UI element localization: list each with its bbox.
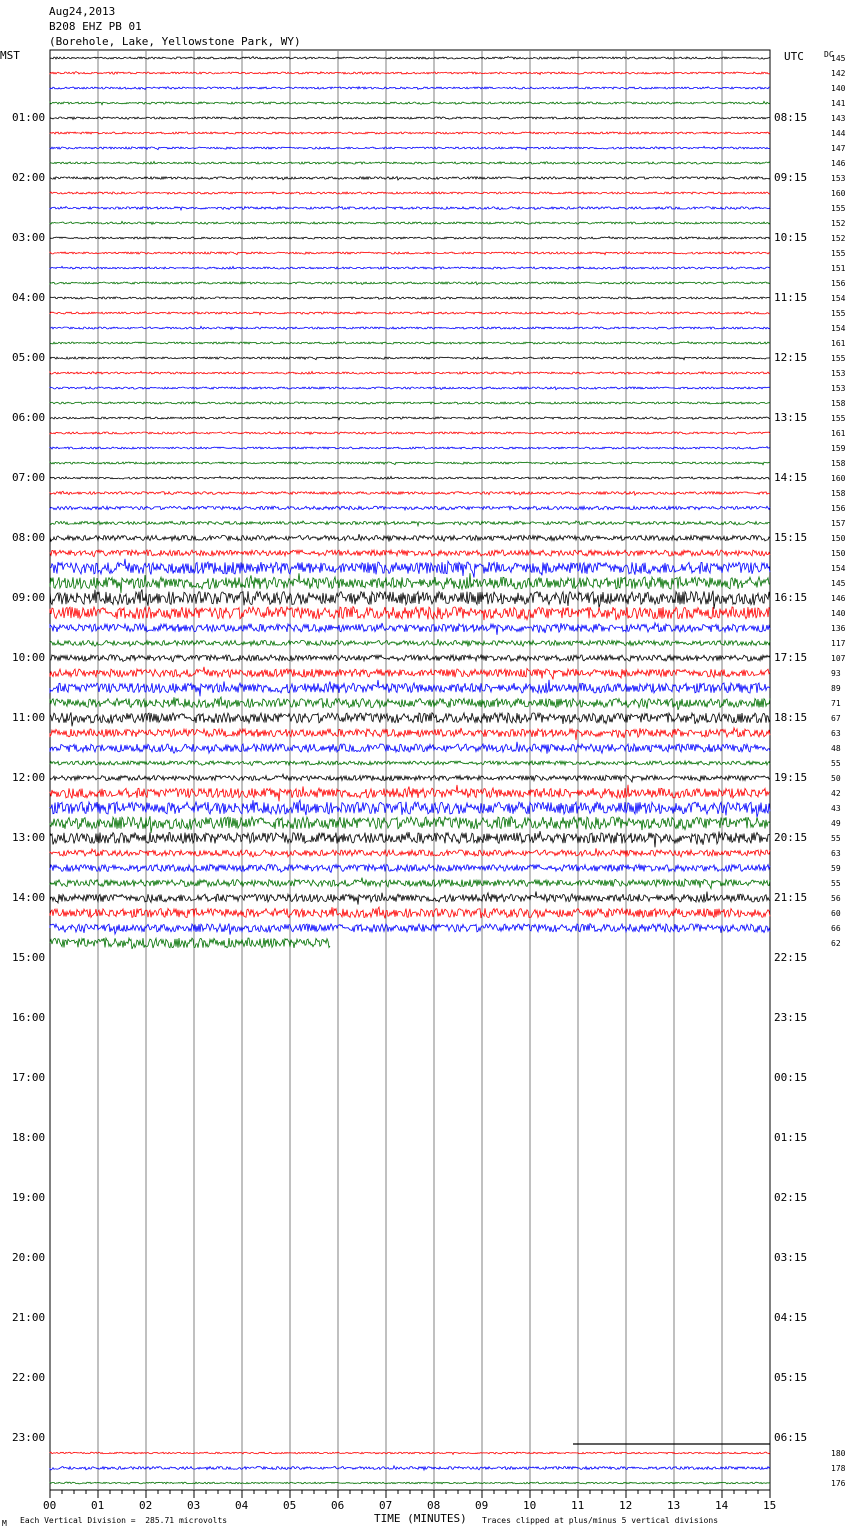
dc-offset-label: 117 [831,639,846,648]
left-hour-label: 20:00 [12,1251,46,1264]
clip-note: Traces clipped at plus/minus 5 vertical divisions [482,1516,719,1525]
dc-offset-label: 145 [831,54,846,63]
dc-offset-label: 150 [831,549,846,558]
seismic-trace-58 [50,924,770,935]
seismic-trace-53 [50,848,770,857]
left-hour-label: 06:00 [12,411,46,424]
right-timezone-label: UTC [784,50,804,63]
dc-offset-label: 158 [831,399,846,408]
seismic-trace-28 [50,476,770,479]
seismic-trace-30 [50,506,770,510]
dc-offset-label: 142 [831,69,846,78]
dc-offset-label: 144 [831,129,846,138]
right-hour-label: 08:15 [774,111,808,124]
x-tick-label: 02 [139,1499,153,1512]
left-hour-label: 21:00 [12,1311,46,1324]
dc-offset-label: 55 [831,834,841,843]
seismic-trace-55 [50,878,770,889]
seismic-trace-8 [50,177,770,180]
seismic-trace-11 [50,221,770,224]
seismic-trace-27 [50,462,770,465]
dc-offset-label: 155 [831,414,846,423]
dc-offset-label-late: 178 [831,1464,846,1473]
seismic-trace-43 [50,697,770,710]
dc-offset-label: 89 [831,684,841,693]
left-hour-label: 07:00 [12,471,46,484]
seismic-trace-25 [50,431,770,434]
dc-offset-label: 66 [831,924,841,933]
seismic-trace-9 [50,192,770,194]
right-hour-label: 22:15 [774,951,808,964]
seismic-trace-52 [50,831,770,847]
dc-offset-label: 155 [831,354,846,363]
right-hour-label: 10:15 [774,231,808,244]
seismic-trace-41 [50,667,770,680]
seismic-trace-50 [50,800,770,817]
x-tick-label: 12 [619,1499,633,1512]
x-tick-label: 00 [43,1499,57,1512]
dc-offset-label: 154 [831,294,846,303]
dc-offset-label: 48 [831,744,841,753]
right-hour-label: 11:15 [774,291,808,304]
dc-offset-label: 43 [831,804,841,813]
left-hour-label: 18:00 [12,1131,46,1144]
left-hour-label: 09:00 [12,591,46,604]
seismic-trace-late-1 [50,1466,770,1470]
seismic-trace-1 [50,72,770,75]
dc-offset-label: 56 [831,894,841,903]
dc-offset-label: 141 [831,99,846,108]
dc-offset-label: 136 [831,624,846,633]
dc-offset-label: 159 [831,444,846,453]
right-hour-label: 05:15 [774,1371,808,1384]
seismic-trace-35 [50,573,770,593]
left-hour-label: 04:00 [12,291,46,304]
left-hour-label: 14:00 [12,891,46,904]
seismic-trace-24 [50,417,770,420]
dc-offset-label: 151 [831,264,846,273]
dc-offset-label: 154 [831,564,846,573]
dc-offset-label: 155 [831,249,846,258]
dc-offset-label: 158 [831,489,846,498]
dc-offset-label: 152 [831,234,846,243]
x-tick-label: 06 [331,1499,345,1512]
dc-offset-label: 158 [831,459,846,468]
seismic-trace-37 [50,607,770,621]
dc-offset-label: 50 [831,774,841,783]
right-hour-label: 21:15 [774,891,808,904]
dc-offset-label: 63 [831,849,841,858]
x-tick-label: 11 [571,1499,585,1512]
dc-offset-label: 42 [831,789,841,798]
seismic-trace-20 [50,357,770,360]
dc-offset-label: 93 [831,669,841,678]
dc-offset-label: 160 [831,474,846,483]
right-hour-label: 03:15 [774,1251,808,1264]
seismic-trace-26 [50,447,770,450]
x-tick-label: 08 [427,1499,441,1512]
seismic-trace-3 [50,101,770,104]
dc-offset-label: 154 [831,324,846,333]
seismic-trace-59 [50,938,330,949]
left-hour-label: 03:00 [12,231,46,244]
left-hour-label: 16:00 [12,1011,46,1024]
dc-offset-label: 155 [831,204,846,213]
dc-offset-label: 146 [831,594,846,603]
left-hour-label: 23:00 [12,1431,46,1444]
seismic-trace-18 [50,326,770,329]
right-hour-label: 20:15 [774,831,808,844]
x-tick-label: 03 [187,1499,201,1512]
left-hour-label: 08:00 [12,531,46,544]
x-axis-title: TIME (MINUTES) [374,1512,467,1525]
station-code: B208 EHZ PB 01 [49,20,142,33]
vertical-scale-note: Each Vertical Division = 285.71 microvolts [20,1516,228,1525]
x-tick-label: 15 [763,1499,777,1512]
dc-offset-label: 107 [831,654,846,663]
x-tick-label: 01 [91,1499,105,1512]
dc-offset-label: 152 [831,219,846,228]
dc-offset-label: 153 [831,369,846,378]
seismic-trace-23 [50,402,770,404]
seismic-trace-22 [50,387,770,390]
dc-offset-label: 49 [831,819,841,828]
seismic-trace-56 [50,892,770,905]
seismic-trace-17 [50,312,770,315]
seismic-trace-19 [50,342,770,345]
dc-offset-label: 160 [831,189,846,198]
seismic-trace-late-0 [50,1452,770,1454]
dc-offset-label: 153 [831,174,846,183]
dc-offset-label: 161 [831,339,846,348]
x-tick-label: 05 [283,1499,297,1512]
right-hour-label: 02:15 [774,1191,808,1204]
seismic-trace-54 [50,864,770,872]
right-hour-label: 09:15 [774,171,808,184]
dc-offset-label: 62 [831,939,841,948]
right-hour-label: 23:15 [774,1011,808,1024]
left-hour-label: 01:00 [12,111,46,124]
seismic-trace-49 [50,785,770,802]
seismic-trace-0 [50,56,770,59]
right-hour-label: 01:15 [774,1131,808,1144]
dc-column-label: DC [824,50,834,59]
x-tick-label: 04 [235,1499,249,1512]
x-tick-label: 10 [523,1499,537,1512]
left-hour-label: 05:00 [12,351,46,364]
seismic-trace-5 [50,132,770,135]
seismic-trace-7 [50,161,770,164]
right-hour-label: 17:15 [774,651,808,664]
dc-offset-label: 140 [831,84,846,93]
right-hour-label: 00:15 [774,1071,808,1084]
dc-offset-label: 155 [831,309,846,318]
dc-offset-label: 147 [831,144,846,153]
seismic-trace-21 [50,371,770,374]
dc-offset-label: 140 [831,609,846,618]
right-hour-label: 13:15 [774,411,808,424]
dc-offset-label: 67 [831,714,841,723]
dc-offset-label: 156 [831,504,846,513]
right-hour-label: 04:15 [774,1311,808,1324]
seismic-trace-4 [50,117,770,120]
seismic-trace-42 [50,680,770,697]
seismic-trace-47 [50,761,770,766]
dc-offset-label: 59 [831,864,841,873]
seismic-trace-44 [50,712,770,726]
dc-offset-label: 145 [831,579,846,588]
seismic-trace-10 [50,206,770,210]
seismic-trace-29 [50,491,770,495]
right-hour-label: 12:15 [774,351,808,364]
right-hour-label: 16:15 [774,591,808,604]
seismic-trace-34 [50,559,770,578]
dc-offset-label-late: 180 [831,1449,846,1458]
seismic-trace-48 [50,774,770,782]
corner-mark: M [2,1519,7,1528]
seismic-trace-36 [50,589,770,608]
right-hour-label: 15:15 [774,531,808,544]
seismic-trace-32 [50,534,770,541]
seismic-trace-late-2 [50,1482,770,1484]
x-tick-label: 07 [379,1499,393,1512]
left-hour-label: 02:00 [12,171,46,184]
left-hour-label: 17:00 [12,1071,46,1084]
dc-offset-label: 55 [831,879,841,888]
right-hour-label: 18:15 [774,711,808,724]
x-tick-label: 13 [667,1499,681,1512]
seismic-trace-45 [50,728,770,740]
seismic-trace-51 [50,816,770,833]
dc-offset-label-late: 176 [831,1479,846,1488]
station-location: (Borehole, Lake, Yellowstone Park, WY) [49,35,301,48]
left-hour-label: 13:00 [12,831,46,844]
seismic-trace-39 [50,639,770,646]
seismic-trace-57 [50,907,770,918]
dc-offset-label: 71 [831,699,841,708]
left-hour-label: 19:00 [12,1191,46,1204]
dc-offset-label: 63 [831,729,841,738]
left-hour-label: 15:00 [12,951,46,964]
left-hour-label: 11:00 [12,711,46,724]
seismic-trace-2 [50,87,770,90]
dc-offset-label: 150 [831,534,846,543]
left-hour-label: 10:00 [12,651,46,664]
seismic-trace-31 [50,521,770,526]
left-timezone-label: MST [0,49,20,62]
dc-offset-label: 143 [831,114,846,123]
dc-offset-label: 55 [831,759,841,768]
dc-offset-label: 156 [831,279,846,288]
right-hour-label: 14:15 [774,471,808,484]
right-hour-label: 19:15 [774,771,808,784]
seismic-trace-12 [50,237,770,240]
plot-frame [50,50,770,1490]
seismic-trace-38 [50,623,770,635]
dc-offset-label: 153 [831,384,846,393]
dc-offset-label: 161 [831,429,846,438]
seismic-trace-6 [50,146,770,149]
seismic-trace-40 [50,655,770,662]
seismic-trace-14 [50,266,770,269]
seismic-trace-16 [50,297,770,299]
seismic-trace-15 [50,282,770,285]
plot-date: Aug24,2013 [49,5,116,18]
x-tick-label: 09 [475,1499,489,1512]
dc-offset-label: 146 [831,159,846,168]
right-hour-label: 06:15 [774,1431,808,1444]
seismic-trace-13 [50,252,770,255]
x-tick-label: 14 [715,1499,729,1512]
seismic-trace-33 [50,550,770,557]
seismic-trace-46 [50,742,770,754]
dc-offset-label: 157 [831,519,846,528]
left-hour-label: 12:00 [12,771,46,784]
left-hour-label: 22:00 [12,1371,46,1384]
dc-offset-label: 60 [831,909,841,918]
